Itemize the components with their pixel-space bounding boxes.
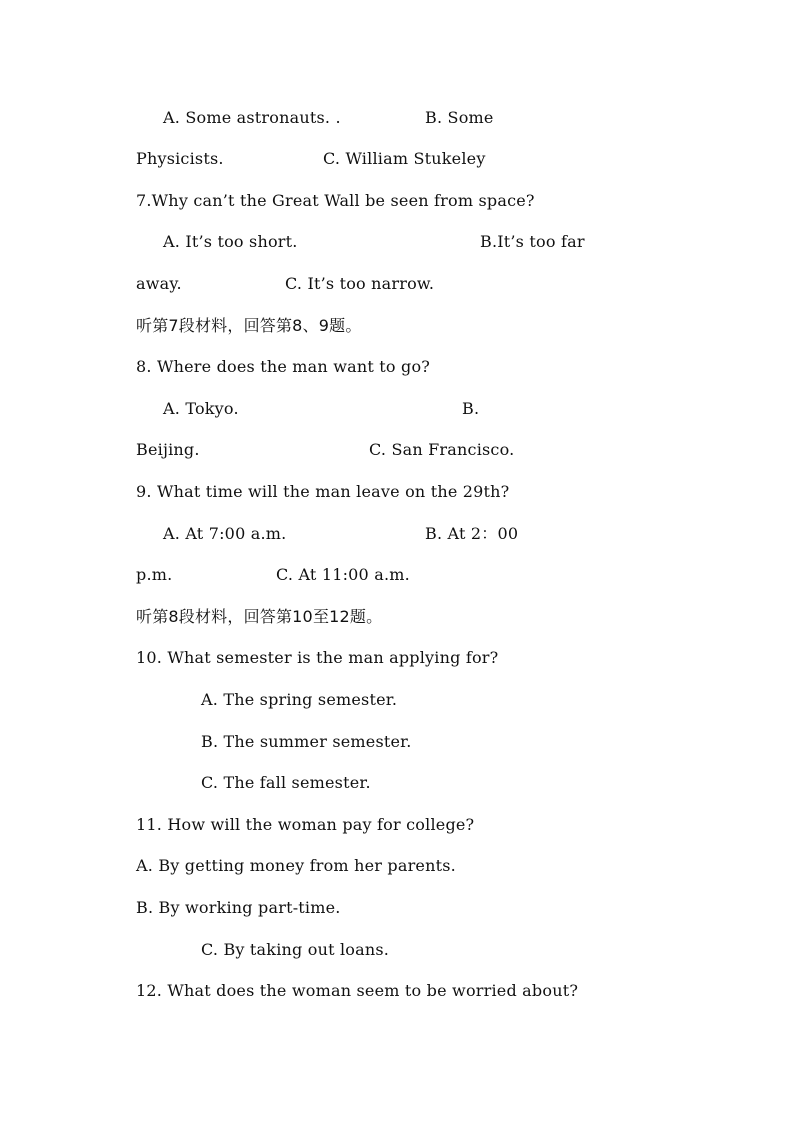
q9-option-a: A. At 7:00 a.m. <box>163 524 287 543</box>
q7-option-c: C. It’s too narrow. <box>285 274 435 293</box>
q7-option-a: A. It’s too short. <box>163 232 298 251</box>
q10-option-b: B. The summer semester. <box>201 732 412 751</box>
q6-option-b: B. Some <box>425 108 494 127</box>
q6-option-a: A. Some astronauts. . <box>163 108 341 127</box>
q11-question: 11. How will the woman pay for college? <box>136 815 475 834</box>
q10-question: 10. What semester is the man applying for? <box>136 648 499 667</box>
section-8-instruction: 听第8段材料，回答第10至12题。 <box>136 607 383 626</box>
q9-option-b: B. At 2：00 <box>425 524 519 543</box>
q9-option-b-continued: p.m. <box>136 565 173 584</box>
q10-option-a: A. The spring semester. <box>201 690 398 709</box>
q7-option-b-continued: away. <box>136 274 182 293</box>
q6-option-b-continued: Physicists. <box>136 149 224 168</box>
q8-option-b-continued: Beijing. <box>136 440 200 459</box>
q9-option-c: C. At 11:00 a.m. <box>276 565 410 584</box>
q8-option-a: A. Tokyo. <box>163 399 239 418</box>
q11-option-b: B. By working part-time. <box>136 898 341 917</box>
q6-option-c: C. William Stukeley <box>323 149 486 168</box>
q9-question: 9. What time will the man leave on the 29th? <box>136 482 510 501</box>
q8-option-c: C. San Francisco. <box>369 440 515 459</box>
q8-option-b: B. <box>462 399 480 418</box>
q7-question: 7.Why can’t the Great Wall be seen from space? <box>136 191 535 210</box>
q8-question: 8. Where does the man want to go? <box>136 357 431 376</box>
q10-option-c: C. The fall semester. <box>201 773 371 792</box>
section-7-instruction: 听第7段材料，回答第8、9题。 <box>136 316 362 335</box>
q11-option-c: C. By taking out loans. <box>201 940 390 959</box>
q12-question: 12. What does the woman seem to be worried about? <box>136 981 579 1000</box>
q7-option-b: B.It’s too far <box>480 232 585 251</box>
q11-option-a: A. By getting money from her parents. <box>136 856 456 875</box>
